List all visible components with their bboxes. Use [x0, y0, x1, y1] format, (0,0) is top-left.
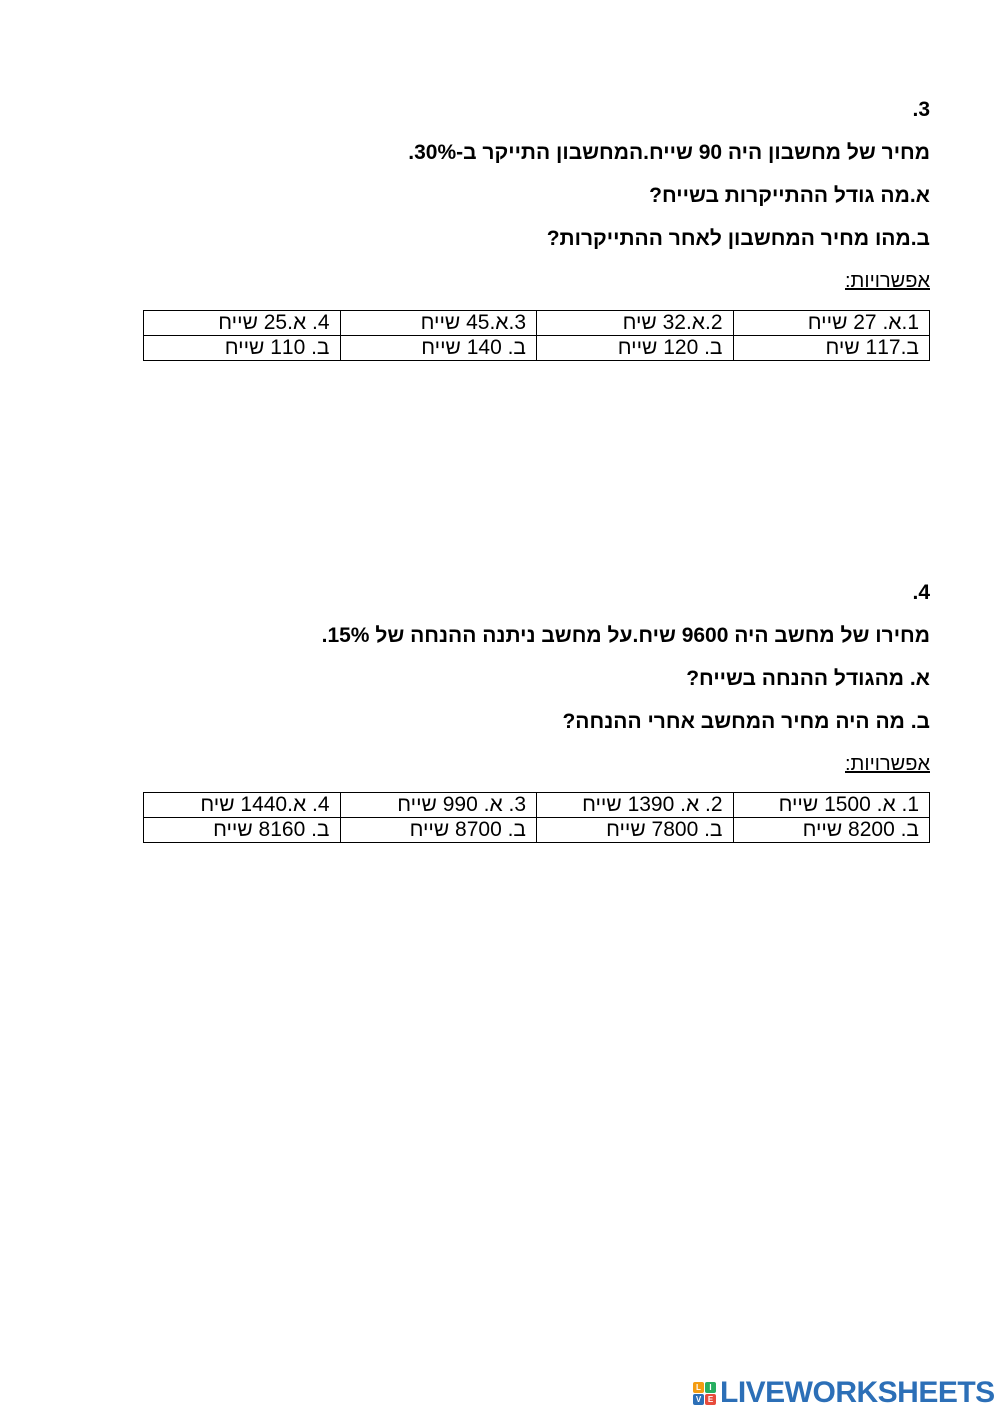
q3-part-a: א.מה גודל ההתייקרות בשייח?: [649, 184, 930, 207]
q4-statement: מחירו של מחשב היה 9600 שיח.על מחשב ניתנה ההנחה של 15%.: [321, 624, 930, 647]
logo-tile: I: [705, 1382, 716, 1393]
q3-options-table: [143, 310, 930, 361]
q4-option-4a[interactable]: 4. א.1440 שיח: [144, 793, 341, 818]
q4-options-table: [143, 792, 930, 843]
q3-option-1a[interactable]: 1.א. 27 שייח: [733, 311, 930, 336]
table-row: [144, 336, 930, 361]
q4-option-3a[interactable]: 3. א. 990 שייח: [340, 793, 537, 818]
q4-option-3b[interactable]: ב. 8700 שייח: [340, 818, 537, 843]
table-row: [144, 818, 930, 843]
q4-option-1b[interactable]: ב. 8200 שייח: [733, 818, 930, 843]
q4-part-a: א. מהגודל ההנחה בשייח?: [686, 667, 930, 690]
logo-text: LIVEWORKSHEETS: [720, 1376, 995, 1409]
logo-tile: V: [693, 1394, 704, 1405]
logo-tile: L: [693, 1382, 704, 1393]
logo-tiles-icon: [693, 1382, 716, 1405]
q4-option-4b[interactable]: ב. 8160 שייח: [144, 818, 341, 843]
q3-option-2a[interactable]: 2.א.32 שיח: [537, 311, 734, 336]
q3-option-4a[interactable]: 4. א.25 שייח: [144, 311, 341, 336]
q3-option-4b[interactable]: ב. 110 שייח: [144, 336, 341, 361]
q4-options-label: אפשרויות:: [845, 753, 930, 775]
q3-part-b: ב.מהו מחיר המחשבון לאחר ההתייקרות?: [546, 227, 930, 250]
q3-option-3a[interactable]: 3.א.45 שייח: [340, 311, 537, 336]
q3-option-1b[interactable]: ב.117 שיח: [733, 336, 930, 361]
logo-tile: E: [705, 1394, 716, 1405]
q4-option-2b[interactable]: ב. 7800 שייח: [537, 818, 734, 843]
table-row: [144, 793, 930, 818]
q4-option-2a[interactable]: 2. א. 1390 שייח: [537, 793, 734, 818]
q3-option-2b[interactable]: ב. 120 שייח: [537, 336, 734, 361]
liveworksheets-logo: [693, 1376, 995, 1410]
q4-part-b: ב. מה היה מחיר המחשב אחרי ההנחה?: [562, 710, 930, 733]
q4-option-1a[interactable]: 1. א. 1500 שייח: [733, 793, 930, 818]
q4-number: .4: [912, 581, 930, 604]
q3-option-3b[interactable]: ב. 140 שייח: [340, 336, 537, 361]
q3-options-label: אפשרויות:: [845, 270, 930, 292]
q3-statement: מחיר של מחשבון היה 90 שייח.המחשבון התייקר ב-30%.: [408, 141, 930, 164]
table-row: [144, 311, 930, 336]
q3-number: .3: [912, 98, 930, 121]
